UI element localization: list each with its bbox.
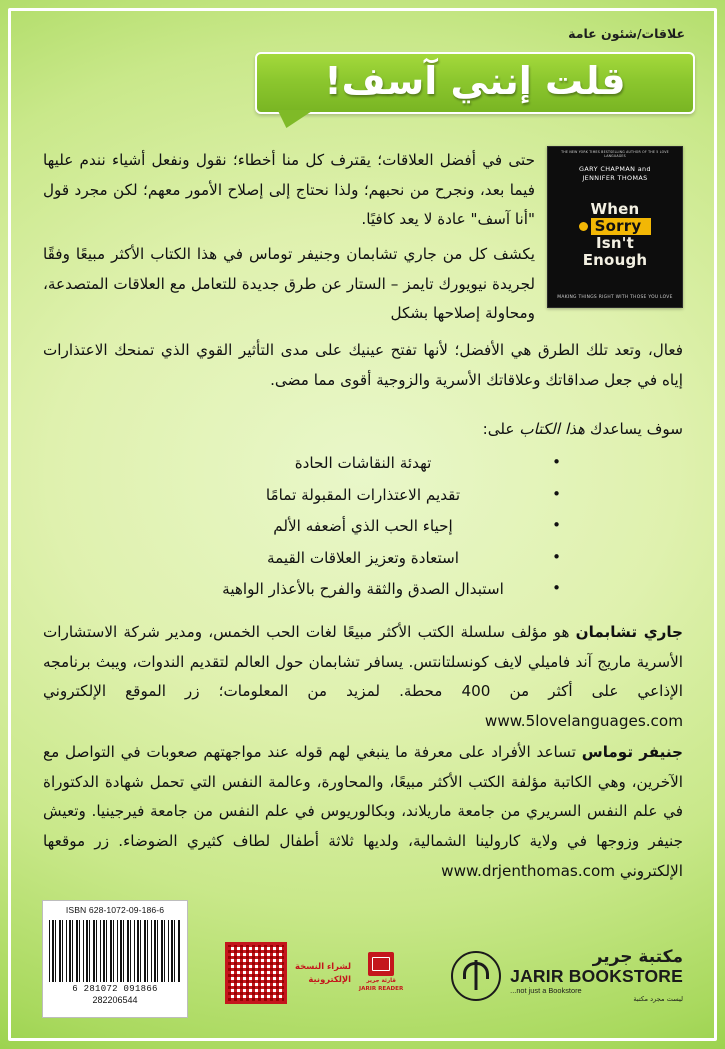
paragraph-1: حتى في أفضل العلاقات؛ يقترف كل منا أخطاء؛ نقول ونفعل أشياء نندم عليها فيما بعد، ونجرح من نحبهم؛ ولذا نحتاج إلى إصلاح الأمور معهم؛ لكن مجرد قول "أنا آسف" عادة لا يعد كافيًا. [43,151,535,229]
category-label: علاقات/شئون عامة [568,26,685,41]
cover-title-line-2: Sorry [591,218,652,235]
author-bio-chapman-text: هو مؤلف سلسلة الكتب الأكثر مبيعًا لغات الحب الخمس، ومدير شركة الاستشارات الأسرية ماريج آند فاميلي لايف كونسلتانتس. يسافر تشابمان حول العالم لتقديم الندوات، ويبث برنامجه الإذاعي على أكثر من 400 محطة. لمزيد من المعلومات؛ زر الموقع الإلكتروني [43,623,683,701]
list-item: إحياء الحب الذي أضعفه الألم • [43,515,683,547]
author-website-thomas: www.drjenthomas.com [441,861,616,880]
barcode-block [42,900,188,1018]
barcode-icon [49,920,181,982]
page-title: قلت إنني آسف! [324,59,626,103]
jarir-reader-en: JARIR READER [359,986,404,992]
list-item: تهدئة النقاشات الحادة • [43,452,683,484]
benefits-intro [43,420,683,438]
list-item: استبدال الصدق والثقة والفرح بالأعذار الواهية • [43,578,683,610]
qr-caption-line-1: لشراء النسخة [295,961,352,972]
author-bio-chapman [43,618,683,737]
benefits-intro-suffix: على: [482,420,520,438]
jarir-logo-icon [451,951,501,1001]
cover-title-line-1: When [590,200,640,219]
cover-dot-icon [579,222,588,231]
author-bio-thomas [43,738,683,886]
cover-author-2: JENNIFER THOMAS [582,173,648,182]
author-bio-thomas-text: تساعد الأفراد على معرفة ما ينبغي لهم قوله عند مواجهتهم صعوبات في التواصل مع الآخرين، وهي الكاتبة مؤلفة الكتب الأكثر مبيعًا، والمحاورة، وعالمة النفس التي تحمل شهادة الدكتوراة في علم النفس السريري من جامعة ماريلاند، وبكالوريوس في علم النفس من جامعة فيرجينيا. وتعيش جنيفر وزوجها في ولاية كارولينا الشمالية، ولديها ثلاثة أطفال لطاف كثيري الضوضاء. زر موقعها الإلكتروني [43,743,683,880]
cover-title-line-4: Enough [582,250,648,269]
jarir-tagline-arabic: ليست مجرد مكتبة [633,994,683,1003]
jarir-reader-label [359,978,403,993]
author-website-chapman: www.5lovelanguages.com [484,711,683,730]
cover-author-1: GARY CHAPMAN and [579,164,651,173]
cover-title-line-3: Isn't [596,233,634,252]
benefits-list [43,452,683,610]
list-item: استعادة وتعزيز العلاقات القيمة • [43,547,683,579]
cover-subtitle: MAKING THINGS RIGHT WITH THOSE YOU LOVE [557,295,673,300]
jarir-logo-arabic: مكتبة جرير [592,947,683,967]
book-reader-icon [368,952,394,976]
jarir-bookstore-logo [451,948,683,1003]
paragraph-2: يكشف كل من جاري تشابمان وجنيفر توماس في هذا الكتاب الأكثر مبيعًا وفقًا لجريدة نيويورك تايمز – الستار عن طرق جديدة للتعامل مع العلاقات المتصدعة، ومحاولة إصلاحها بشكل [43,245,535,323]
jarir-logo-english: JARIR BOOKSTORE [510,966,683,987]
jarir-reader-ar: قارئة جرير [366,978,396,985]
list-item: تقديم الاعتذارات المقبولة تمامًا • [43,484,683,516]
ebook-qr-block[interactable] [225,936,425,1010]
cover-tagline: THE NEW YORK TIMES BESTSELLING AUTHOR OF THE 5 LOVE LANGUAGES [561,150,669,158]
cover-title-line-2-row [548,218,682,235]
cover-authors [548,165,682,184]
benefits-intro-emphasis: هذا الكتاب [519,420,586,438]
qr-code-icon[interactable] [225,942,287,1004]
author-name-thomas: جنيفر توماس [581,743,683,761]
sku-number: 282206544 [92,995,138,1005]
jarir-tagline-english: ...not just a Bookstore [510,985,582,995]
benefits-intro-prefix: سوف يساعدك [585,420,683,438]
paragraph-3: فعال، وتعد تلك الطرق هي الأفضل؛ لأنها تفتح عينيك على مدى التأثير القوي الذي تمنحك الاعتذارات إياه في جعل صداقاتك وعلاقاتك الأسرية والزوجية أقوى مما مضى. [43,341,683,389]
title-banner [255,52,695,114]
cover-title [548,201,682,268]
book-cover-thumbnail [547,146,683,308]
jarir-reader-badge [359,952,403,993]
author-name-chapman: جاري تشابمان [575,623,684,641]
isbn-label: ISBN 628-1072-09-186-6 [65,905,165,915]
qr-caption-line-2: الإلكترونية [308,974,352,984]
qr-pattern [228,945,284,1001]
jarir-logo-text [510,948,683,1003]
isbn-digits: 6 281072 091866 [72,984,158,994]
qr-caption [295,960,351,985]
